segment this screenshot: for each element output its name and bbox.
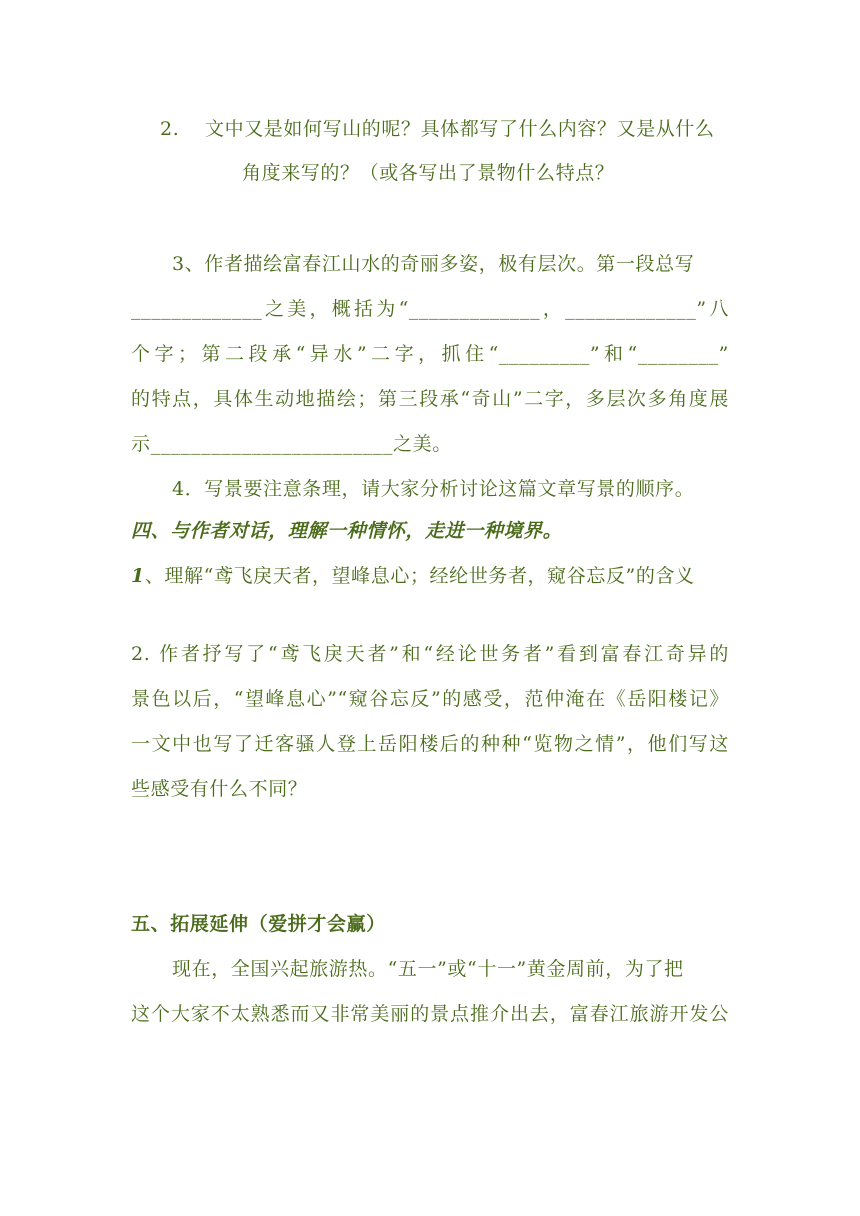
- section5-para-line2: 这个大家不太熟悉而又非常美丽的景点推介出去，富春江旅游开发公: [131, 1003, 729, 1025]
- q3-text-line2: _____________之美，概括为“_____________，_____________”八: [131, 298, 729, 320]
- section5-para-line1: 现在，全国兴起旅游热。“五一”或“十一”黄金周前，为了把: [172, 958, 684, 980]
- section4-item1: [131, 563, 695, 589]
- q4-text: 4．写景要注意条理，请大家分析讨论这篇文章写景的顺序。: [172, 478, 695, 500]
- q3-text-line5: 示________________________之美。: [131, 433, 452, 455]
- section4-item2-line1: 2. 作者抒写了“鸢飞戾天者”和“经论世务者”看到富春江奇异的: [131, 643, 729, 665]
- section4-item1-text: 、理解“鸢飞戾天者，望峰息心；经纶世务者，窥谷忘反”的含义: [144, 565, 695, 587]
- q3-text-line3: 个字；第二段承“异水”二字，抓住“_________”和“________”: [131, 343, 729, 365]
- section4-item1-number: 1: [131, 565, 145, 587]
- q2-text-line1: 文中又是如何写山的呢？具体都写了什么内容？又是从什么: [205, 118, 715, 140]
- section4-item2-line4: 些感受有什么不同？: [131, 778, 308, 800]
- section4-heading: 四、与作者对话，理解一种情怀，走进一种境界。: [131, 520, 563, 542]
- q3-text-line4: 的特点，具体生动地描绘；第三段承“奇山”二字，多层次多角度展: [131, 388, 729, 410]
- q3-text-line1: 3、作者描绘富春江山水的奇丽多姿，极有层次。第一段总写: [172, 253, 695, 275]
- section4-item2-line2: 景色以后，“望峰息心”“窥谷忘反”的感受，范仲淹在《岳阳楼记》: [131, 688, 729, 710]
- section4-item2-line3: 一文中也写了迁客骚人登上岳阳楼后的种种“览物之情”，他们写这: [131, 733, 729, 755]
- section5-heading: 五、拓展延伸（爱拼才会赢）: [131, 913, 386, 935]
- q2-text-line2: 角度来写的？（或各写出了景物什么特点？: [242, 162, 615, 184]
- q2-number: 2.: [160, 118, 180, 140]
